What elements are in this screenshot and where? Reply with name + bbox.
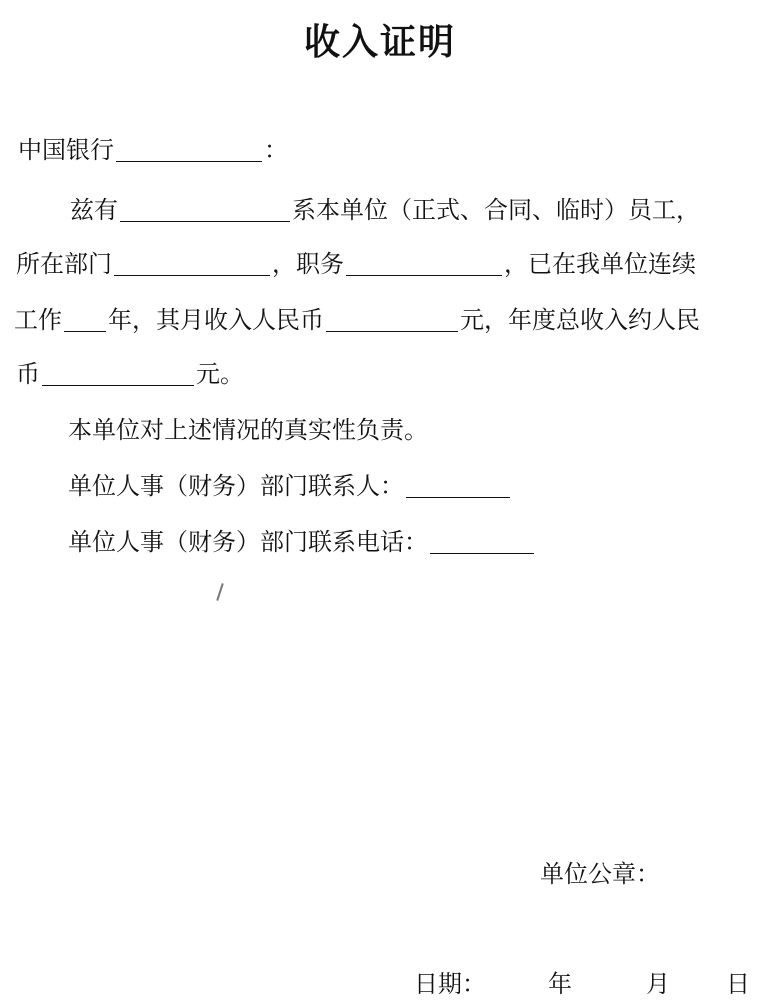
- annual-income-label: 元，年度总收入约人民: [460, 306, 700, 334]
- monthly-income-blank[interactable]: [326, 307, 458, 332]
- continuous-text: ，已在我单位连续: [504, 250, 696, 278]
- position-blank[interactable]: [346, 251, 502, 276]
- position-label: ，职务: [272, 250, 344, 278]
- employee-prefix: 兹有: [70, 196, 118, 224]
- addressee-line: [18, 134, 288, 166]
- employee-name-blank[interactable]: [120, 197, 290, 222]
- responsibility-text: 本单位对上述情况的真实性负责。: [68, 416, 428, 444]
- date-day: [726, 968, 750, 1000]
- department-line: [16, 248, 696, 280]
- addressee-label: 中国银行: [18, 136, 114, 164]
- monthly-income-label: 年，其月收入人民币: [108, 306, 324, 334]
- responsibility-statement: [68, 414, 428, 446]
- employee-line: [70, 194, 700, 226]
- contact-person-blank[interactable]: [406, 473, 510, 498]
- date-month-label: 月: [646, 970, 670, 998]
- contact-phone-label: 单位人事（财务）部门联系电话：: [68, 528, 428, 556]
- seal-label: 单位公章：: [540, 860, 660, 888]
- contact-person-label: 单位人事（财务）部门联系人：: [68, 472, 404, 500]
- department-blank[interactable]: [114, 251, 270, 276]
- contact-phone-line: [68, 526, 536, 558]
- contact-phone-blank[interactable]: [430, 529, 534, 554]
- contact-person-line: [68, 470, 512, 502]
- date-year-label: 年: [548, 970, 572, 998]
- annual-income-line: [16, 358, 244, 390]
- income-line: [14, 304, 700, 336]
- date-day-label: 日: [726, 970, 750, 998]
- work-prefix: 工作: [14, 306, 62, 334]
- addressee-colon: ：: [264, 136, 288, 164]
- years-blank[interactable]: [64, 307, 106, 332]
- date-month: [646, 968, 670, 1000]
- date-line: [414, 968, 486, 1000]
- seal-line: [540, 858, 660, 890]
- end-text: 元。: [196, 360, 244, 388]
- date-label: 日期：: [414, 970, 486, 998]
- department-label: 所在部门: [16, 250, 112, 278]
- scan-artifact: [216, 583, 223, 601]
- currency-char: 币: [16, 360, 40, 388]
- branch-blank[interactable]: [116, 137, 262, 162]
- employment-type-text: 系本单位（正式、合同、临时）员工，: [292, 196, 700, 224]
- annual-income-blank[interactable]: [42, 361, 194, 386]
- date-year: [548, 968, 572, 1000]
- document-title: 收入证明: [303, 21, 456, 63]
